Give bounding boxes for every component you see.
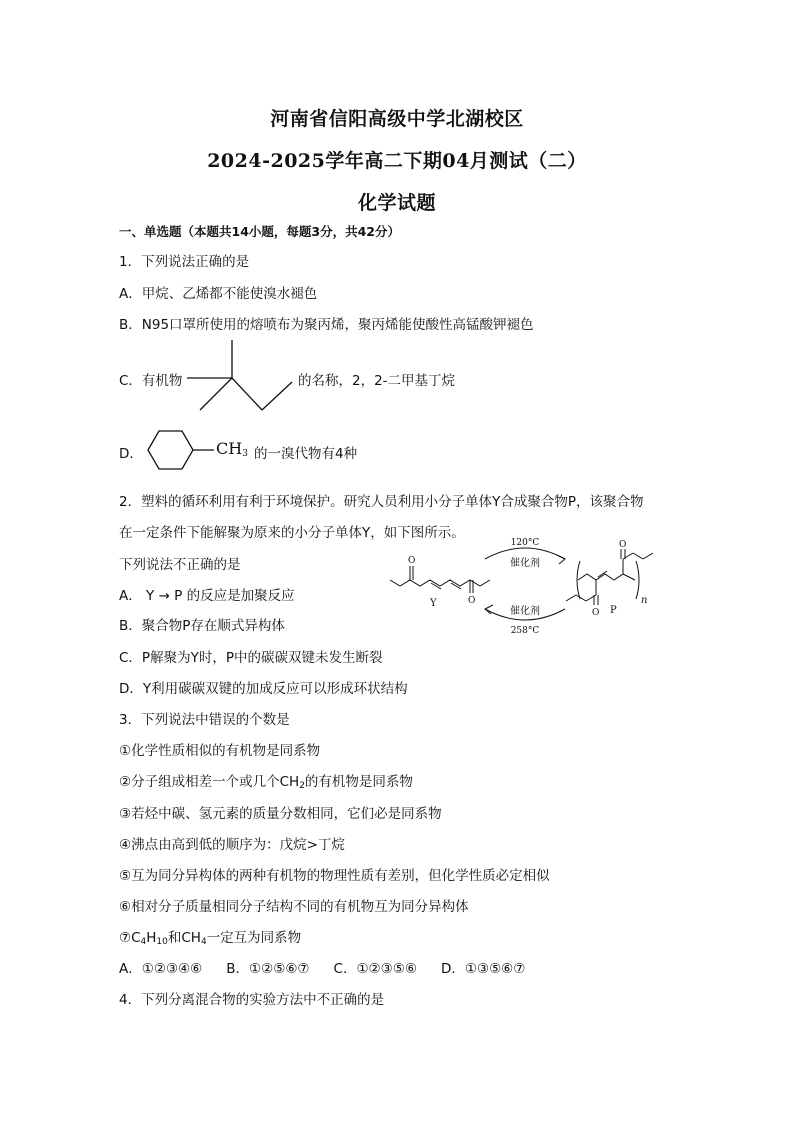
q3-option-b: B．①②⑤⑥⑦ (226, 961, 310, 977)
q4-stem: 4．下列分离混合物的实验方法中不正确的是 (119, 992, 385, 1008)
y-oxygen-top: O (408, 556, 416, 566)
s7-suffix: 一定互为同系物 (206, 930, 302, 946)
s7-ch-sub: 4 (200, 937, 207, 947)
y-oxygen-bottom: O (468, 596, 476, 606)
s7-c: ⑦C (119, 930, 141, 946)
s7-c-sub: 4 (140, 937, 147, 947)
q3-statement-2 (119, 770, 413, 791)
section-heading: 一、单选题（本题共14小题，每题3分，共42分） (119, 224, 400, 239)
q1-option-a: A．甲烷、乙烯都不能使溴水褪色 (119, 286, 318, 302)
p-oxygen-bottom: O (592, 608, 600, 618)
q3-statement-4: ④沸点由高到低的顺序为：戊烷>丁烷 (119, 837, 345, 853)
q1-stem: 1．下列说法正确的是 (119, 254, 250, 270)
s2-prefix: ②分子组成相差一个或几个CH (119, 774, 300, 790)
s7-h: H (146, 930, 157, 946)
q3-option-c: C．①②③⑤⑥ (333, 961, 417, 977)
ch-text: CH (216, 439, 243, 458)
q1-option-d-prefix: D． (119, 446, 143, 462)
label-y: Y (430, 598, 437, 609)
q3-statement-5: ⑤互为同分异构体的两种有机物的物理性质有差别，但化学性质必定相似 (119, 868, 550, 884)
q3-statement-3: ③若烃中碳、氢元素的质量分数相同，它们必是同系物 (119, 806, 442, 822)
q1-option-b: B．N95口罩所使用的熔喷布为聚丙烯，聚丙烯能使酸性高锰酸钾褪色 (119, 317, 534, 333)
s7-h-sub: 10 (156, 937, 168, 947)
q2-option-d: D．Y利用碳碳双键的加成反应可以形成环状结构 (119, 681, 408, 697)
q1-option-c-prefix: C．有机物 (119, 373, 183, 389)
q1-option-d-ch3 (216, 439, 248, 459)
q3-options (119, 957, 549, 977)
school-title: 河南省信阳高级中学北湖校区 (270, 108, 524, 130)
dimethylbutane-structure (185, 338, 295, 416)
ch-subscript: 3 (242, 449, 248, 459)
p-oxygen-top: O (619, 540, 627, 550)
polymerization-scheme (385, 533, 670, 645)
q3-statement-7 (119, 926, 301, 947)
s2-suffix: 的有机物是同系物 (304, 774, 413, 790)
q1-option-d-suffix: 的一溴代物有4种 (254, 446, 358, 462)
q1-option-c-suffix: 的名称，2，2-二甲基丁烷 (298, 373, 456, 389)
label-n: n (641, 595, 648, 606)
q3-option-a: A．①②③④⑥ (119, 961, 203, 977)
s2-subscript: 2 (299, 781, 305, 791)
q3-statement-6: ⑥相对分子质量相同分子结构不同的有机物互为同分异构体 (119, 899, 469, 915)
label-p: P (610, 605, 617, 616)
methylcyclohexane-structure (146, 428, 216, 472)
q3-stem: 3．下列说法中错误的个数是 (119, 712, 290, 728)
q3-option-d: D．①③⑤⑥⑦ (440, 961, 526, 977)
bottom-temperature: 258°C (510, 626, 540, 636)
exam-title: 2024-2025学年高二下期04月测试（二） (207, 150, 587, 172)
subject-title: 化学试题 (357, 192, 436, 214)
q2-option-a: A． Y → P 的反应是加聚反应 (119, 588, 295, 604)
q2-stem-2: 在一定条件下能解聚为原来的小分子单体Y，如下图所示。 (119, 525, 465, 541)
top-temperature: 120°C (510, 538, 540, 548)
q2-stem-1: 2．塑料的循环利用有利于环境保护。研究人员利用小分子单体Y合成聚合物P，该聚合物 (119, 494, 644, 510)
q2-option-b: B．聚合物P存在顺式异构体 (119, 618, 285, 634)
q2-option-c: C．P解聚为Y时，P中的碳碳双键未发生断裂 (119, 650, 383, 666)
bottom-catalyst: 催化剂 (510, 606, 540, 617)
top-catalyst: 催化剂 (510, 558, 540, 569)
q3-statement-1: ①化学性质相似的有机物是同系物 (119, 743, 321, 759)
q2-ask: 下列说法不正确的是 (119, 557, 241, 573)
s7-ch: 和CH (167, 930, 201, 946)
